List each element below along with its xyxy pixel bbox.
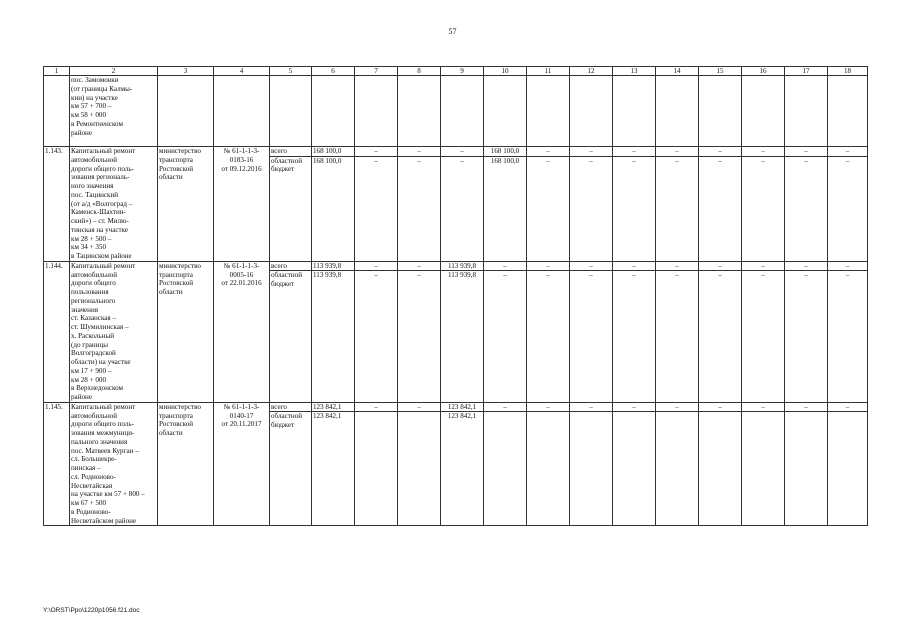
funding-source-label: всего (271, 261, 287, 270)
table-body (44, 76, 868, 526)
value-cell (527, 147, 570, 262)
value-cell (699, 261, 742, 402)
value-text: – (675, 147, 679, 155)
value-text: – (761, 402, 765, 411)
value-text: – (570, 270, 612, 280)
value-cell (699, 147, 742, 262)
value-text: – (546, 147, 550, 155)
column-header: 5 (270, 67, 312, 76)
value-text: 168 100,0 (312, 156, 354, 166)
value-cell (570, 402, 613, 526)
object-name-cell: Капитальный ремонт автомобильной дороги общего поль- зования региональ- ного значения пос. Тацинский (от а/д «Волгоград – Каменск-Шахтин- ский») – ст. Милю- тинская на участке км 28 + 500 – км 34 + 350 в Тацинском районе (70, 147, 158, 262)
value-text (484, 411, 526, 421)
value-cell (441, 402, 484, 526)
value-cell (570, 147, 613, 262)
value-text: – (761, 147, 765, 155)
value-cell (312, 261, 355, 402)
value-text: – (484, 270, 526, 280)
value-text: – (675, 261, 679, 270)
table-row (44, 261, 868, 402)
value-text (699, 411, 741, 421)
value-cell (613, 261, 656, 402)
value-text (527, 411, 569, 421)
value-text (656, 411, 698, 421)
header-row (44, 67, 868, 76)
column-header: 3 (158, 67, 214, 76)
value-text: – (374, 402, 378, 411)
value-cell (355, 147, 398, 262)
value-text: – (718, 261, 722, 270)
value-text (355, 411, 397, 421)
value-text: – (845, 147, 850, 155)
value-cell (828, 402, 868, 526)
object-name-cell: Капитальный ремонт автомобильной дороги общего пользования регионального значения ст. Казанская – ст. Шумилинская – х. Раскольный (до границы Волгоградской области) на участке км 17 + 900 – км 28 + 000 в Верхнедонском районе (70, 261, 158, 402)
value-text: – (613, 156, 655, 166)
footer-path: Y:\ORST\Ppo\1220p1056.f21.doc (43, 607, 140, 614)
value-text: – (804, 261, 808, 270)
value-text: – (398, 156, 440, 166)
value-cell (656, 147, 699, 262)
value-text: – (417, 402, 421, 411)
value-text: – (785, 156, 827, 166)
value-cell (398, 261, 441, 402)
column-header: 17 (785, 67, 828, 76)
value-cell (656, 261, 699, 402)
value-cell (785, 147, 828, 262)
value-cell (312, 402, 355, 526)
ministry-cell: министерство транспорта Ростовской области (158, 261, 214, 402)
funding-source-cell (270, 147, 312, 262)
column-header: 14 (656, 67, 699, 76)
value-text: – (718, 402, 722, 411)
value-text (742, 411, 784, 421)
value-cell (613, 147, 656, 262)
value-text: – (527, 270, 569, 280)
value-cell (484, 261, 527, 402)
value-cell (355, 261, 398, 402)
value-text: – (589, 261, 593, 270)
column-header: 13 (613, 67, 656, 76)
funding-source-label: всего (271, 147, 287, 155)
value-cell (527, 402, 570, 526)
funding-source-cell (270, 402, 312, 526)
column-header: 16 (742, 67, 785, 76)
column-header: 4 (214, 67, 270, 76)
value-text: 168 100,0 (490, 147, 520, 155)
ministry-cell: министерство транспорта Ростовской области (158, 402, 214, 526)
value-text: – (503, 261, 507, 270)
value-text: – (761, 261, 765, 270)
value-cell (527, 261, 570, 402)
value-cell (656, 402, 699, 526)
object-name-cell: пос. Замомовки (от границы Калмы- кии) на участке км 57 + 700 – км 58 + 000 в Ремонтненском районе (70, 76, 158, 147)
value-text: – (828, 270, 867, 280)
column-header: 6 (312, 67, 355, 76)
value-text: – (845, 261, 850, 270)
value-text: – (804, 402, 808, 411)
column-header: 2 (70, 67, 158, 76)
value-text: – (632, 147, 636, 155)
funding-source-label: областной бюджет (270, 156, 311, 174)
document-cell: № 61-1-1-3- 0005-16 от 22.01.2016 (214, 261, 270, 402)
value-text: – (632, 261, 636, 270)
value-cell (742, 402, 785, 526)
value-text: – (613, 270, 655, 280)
table-row (44, 402, 868, 526)
value-text: – (398, 270, 440, 280)
value-text: 113 939,8 (312, 270, 354, 280)
value-text: 123 842,1 (312, 411, 354, 421)
value-text: – (546, 402, 550, 411)
column-header: 18 (828, 67, 868, 76)
funding-source-cell (270, 261, 312, 402)
row-number-cell: 1.143. (44, 147, 70, 262)
column-header: 12 (570, 67, 613, 76)
value-text: – (355, 270, 397, 280)
value-text: – (589, 402, 593, 411)
value-text: – (503, 402, 507, 411)
value-cell (699, 402, 742, 526)
value-text: – (441, 156, 483, 166)
value-cell (828, 147, 868, 262)
value-text: – (374, 147, 378, 155)
value-text: 123 842,1 (441, 411, 483, 421)
value-text: – (718, 147, 722, 155)
column-header: 11 (527, 67, 570, 76)
value-text (613, 411, 655, 421)
value-cell (742, 147, 785, 262)
value-cell (742, 261, 785, 402)
value-cell (484, 147, 527, 262)
document-cell: № 61-1-1-3- 0183-16 от 09.12.2016 (214, 147, 270, 262)
column-header: 9 (441, 67, 484, 76)
value-text: – (527, 156, 569, 166)
value-text: 113 939,8 (447, 261, 477, 270)
value-text: – (828, 156, 867, 166)
column-header: 1 (44, 67, 70, 76)
value-text: – (546, 261, 550, 270)
value-text: – (785, 270, 827, 280)
value-text: – (742, 270, 784, 280)
budget-table (43, 66, 868, 526)
value-text: – (845, 402, 850, 411)
table-row (44, 147, 868, 262)
row-number-cell: 1.145. (44, 402, 70, 526)
value-cell (441, 147, 484, 262)
value-text: 113 939,8 (313, 261, 342, 270)
document-cell: № 61-1-1-3- 0140-17 от 20.11.2017 (214, 402, 270, 526)
value-text: – (417, 147, 421, 155)
page-number: 57 (448, 27, 457, 36)
value-text: – (570, 156, 612, 166)
value-cell (828, 261, 868, 402)
value-text: – (656, 156, 698, 166)
value-cell (398, 402, 441, 526)
value-cell (398, 147, 441, 262)
value-text (785, 411, 827, 421)
value-text: 113 939,8 (441, 270, 483, 280)
column-header: 7 (355, 67, 398, 76)
value-cell (441, 261, 484, 402)
value-cell (484, 402, 527, 526)
funding-source-label: областной бюджет (270, 270, 311, 288)
value-text: – (675, 402, 679, 411)
value-text (828, 411, 867, 421)
value-cell (785, 261, 828, 402)
value-text (398, 411, 440, 421)
column-header: 10 (484, 67, 527, 76)
value-cell (355, 402, 398, 526)
value-cell (570, 261, 613, 402)
value-text: 168 100,0 (484, 156, 526, 166)
value-text: – (460, 147, 464, 155)
object-name-cell: Капитальный ремонт автомобильной дороги общего поль- зования межмуници- пального значения пос. Матвеев Курган – сл. Большекре- пинская – сл. Родионово- Несветайская на участке км 57 + 800 – км 67 + 500 в Родионово- Несветайском районе (70, 402, 158, 526)
ministry-cell: министерство транспорта Ростовской области (158, 147, 214, 262)
value-text: – (632, 402, 636, 411)
row-number-cell: 1.144. (44, 261, 70, 402)
value-text (570, 411, 612, 421)
value-text: 168 100,0 (313, 147, 342, 155)
value-cell (312, 147, 355, 262)
value-text: – (417, 261, 421, 270)
funding-source-label: областной бюджет (270, 411, 311, 429)
value-text: – (374, 261, 378, 270)
value-cell (613, 402, 656, 526)
value-text: – (656, 270, 698, 280)
value-text: – (589, 147, 593, 155)
cell-num (44, 76, 70, 147)
value-text: – (355, 156, 397, 166)
value-cell (785, 402, 828, 526)
value-text: – (742, 156, 784, 166)
continuation-row (44, 76, 868, 147)
value-text: 123 842,1 (447, 402, 477, 411)
value-text: – (699, 156, 741, 166)
value-text: – (699, 270, 741, 280)
column-header: 8 (398, 67, 441, 76)
column-header: 15 (699, 67, 742, 76)
value-text: – (804, 147, 808, 155)
funding-source-label: всего (271, 402, 287, 411)
value-text: 123 842,1 (313, 402, 342, 411)
